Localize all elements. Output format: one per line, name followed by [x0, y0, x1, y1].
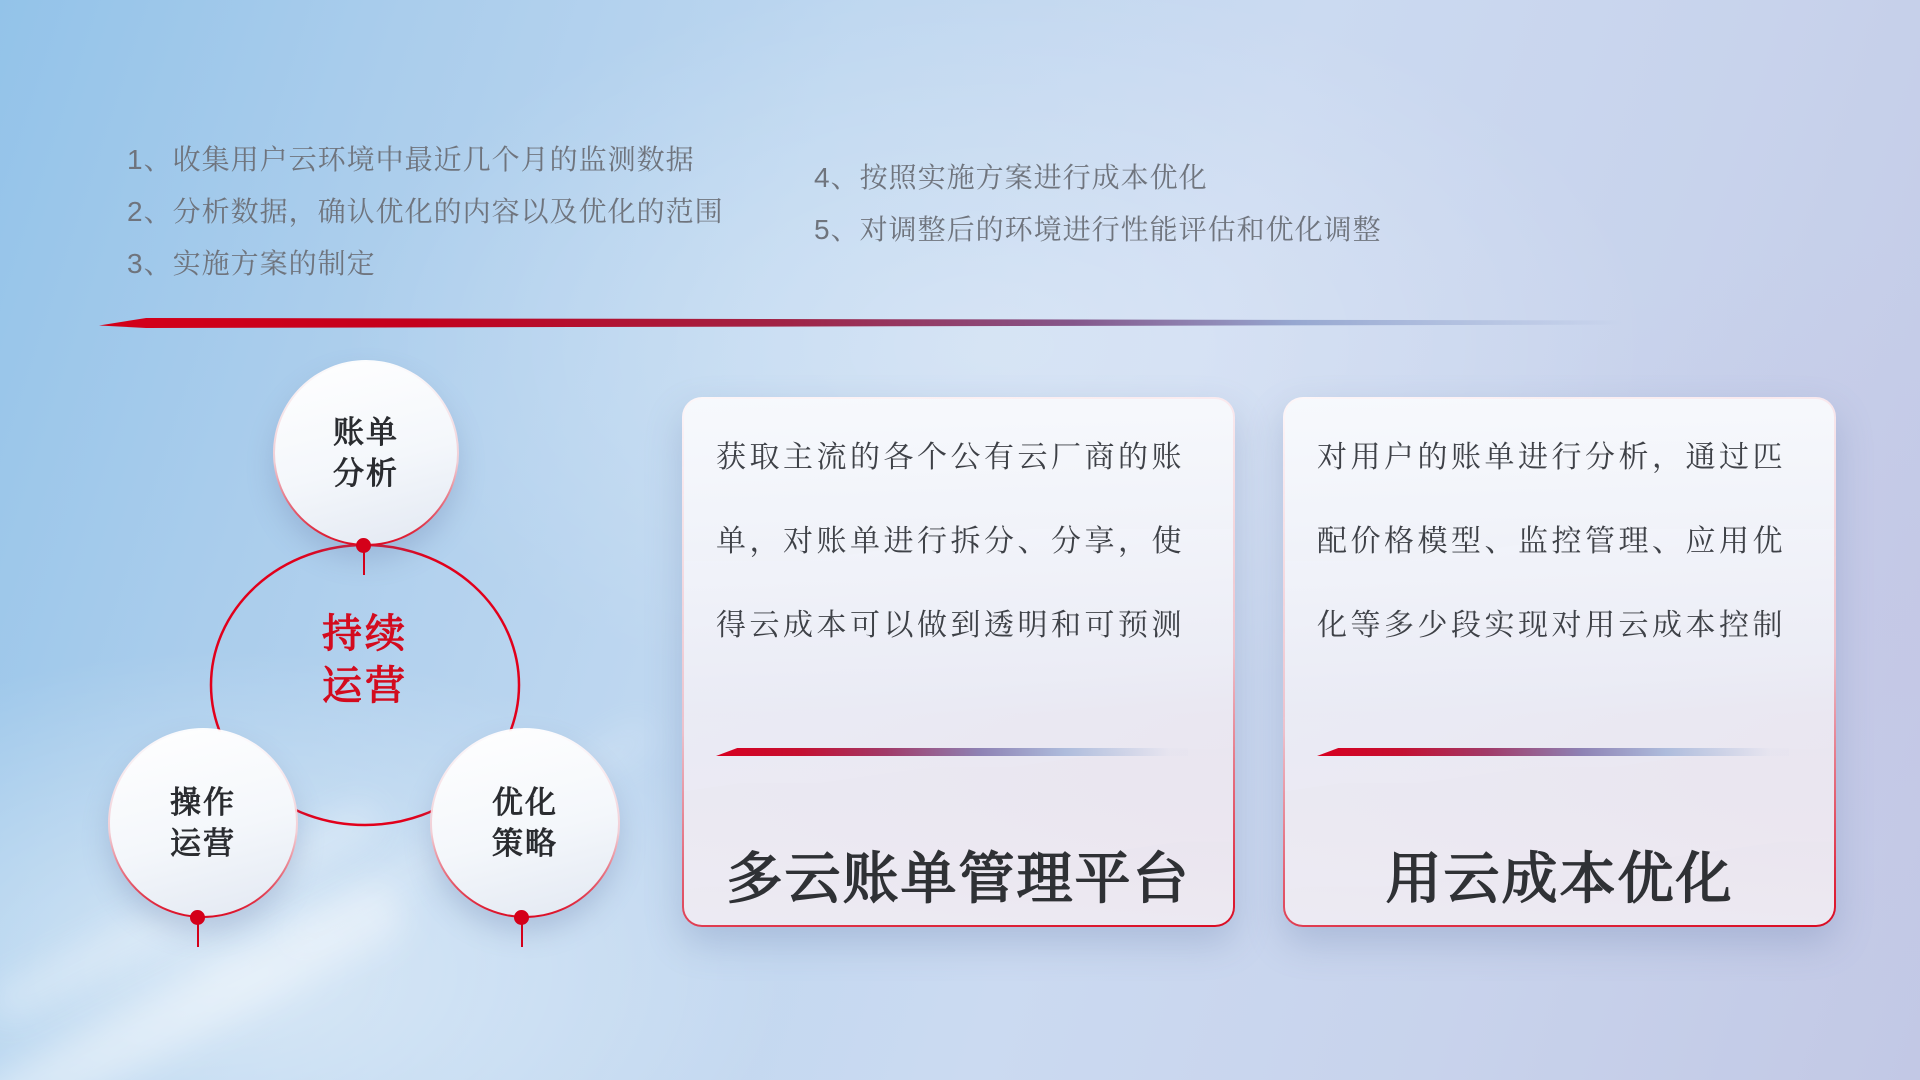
node-label-line: 分析 — [333, 456, 399, 491]
card-body-line: 单，对账单进行拆分、分享，使 — [716, 525, 1185, 558]
card-cloud-cost-optimization — [1283, 397, 1836, 927]
cycle-node-operation — [108, 728, 298, 918]
card-title: 多云账单管理平台 — [726, 847, 1191, 910]
pin-icon — [356, 538, 371, 553]
node-label-line: 优化 — [492, 785, 558, 820]
cycle-node-bill-analysis — [273, 360, 459, 546]
card-body-line: 获取主流的各个公有云厂商的账 — [716, 441, 1185, 474]
card-divider-line — [716, 748, 1188, 756]
cycle-center-line: 运营 — [322, 664, 408, 708]
step-item-1: 1、收集用户云环境中最近几个月的监测数据 — [127, 144, 695, 175]
node-label-line: 操作 — [170, 785, 236, 820]
cycle-center-line: 持续 — [322, 612, 408, 656]
pin-icon — [514, 910, 529, 925]
cycle-node-optimization-strategy — [430, 728, 620, 918]
card-divider-line — [1317, 748, 1789, 756]
node-label-line: 运营 — [170, 826, 236, 861]
node-label-line: 账单 — [333, 415, 399, 450]
steps-list-right — [814, 152, 1382, 256]
pin-icon — [190, 910, 205, 925]
card-body-line: 得云成本可以做到透明和可预测 — [716, 609, 1185, 642]
step-item-2: 2、分析数据，确认优化的内容以及优化的范围 — [127, 196, 724, 227]
step-item-4: 4、按照实施方案进行成本优化 — [814, 162, 1208, 193]
card-body-line: 配价格模型、监控管理、应用优 — [1317, 525, 1786, 558]
card-body-line: 对用户的账单进行分析，通过匹 — [1317, 441, 1786, 474]
card-body-text — [716, 416, 1202, 668]
step-item-5: 5、对调整后的环境进行性能评估和优化调整 — [814, 214, 1382, 245]
card-body-text — [1317, 416, 1803, 668]
card-multicloud-billing — [682, 397, 1235, 927]
node-label-line: 策略 — [492, 826, 558, 861]
step-item-3: 3、实施方案的制定 — [127, 248, 376, 279]
card-title: 用云成本优化 — [1385, 847, 1734, 910]
card-body-line: 化等多少段实现对用云成本控制 — [1317, 609, 1786, 642]
cycle-center-label — [285, 608, 445, 712]
